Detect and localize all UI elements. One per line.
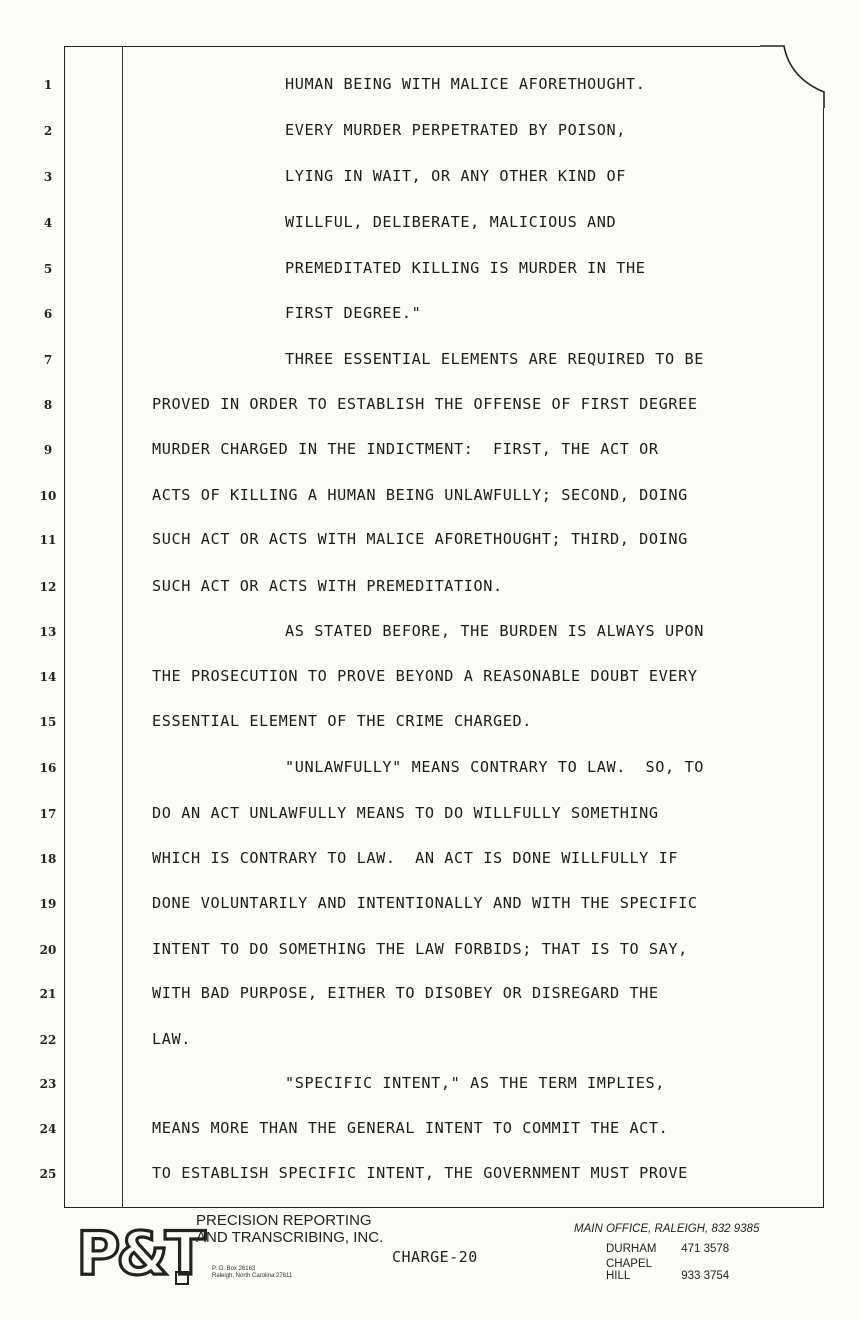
page-corner-curl bbox=[760, 38, 830, 108]
transcript-line: WHICH IS CONTRARY TO LAW. AN ACT IS DONE WILLFULLY IF bbox=[152, 849, 679, 867]
transcript-line: MEANS MORE THAN THE GENERAL INTENT TO COMMIT THE ACT. bbox=[152, 1119, 669, 1137]
line-number: 13 bbox=[39, 625, 57, 639]
transcript-line: FIRST DEGREE." bbox=[285, 304, 422, 322]
line-number: 20 bbox=[39, 943, 57, 957]
transcript-line: WITH BAD PURPOSE, EITHER TO DISOBEY OR DISREGARD THE bbox=[152, 984, 659, 1002]
address-line2: Raleigh, North Carolina 27611 bbox=[212, 1273, 293, 1279]
transcript-line: PROVED IN ORDER TO ESTABLISH THE OFFENSE OF FIRST DEGREE bbox=[152, 395, 698, 413]
durham-label: DURHAM bbox=[606, 1243, 657, 1255]
chapel-hill-label: CHAPEL HILL bbox=[606, 1258, 652, 1282]
transcript-line: ESSENTIAL ELEMENT OF THE CRIME CHARGED. bbox=[152, 712, 533, 730]
line-number: 25 bbox=[39, 1167, 57, 1181]
transcript-line: SUCH ACT OR ACTS WITH MALICE AFORETHOUGHT; THIRD, DOING bbox=[152, 530, 688, 548]
line-number: 7 bbox=[43, 353, 53, 367]
line-number: 3 bbox=[43, 170, 53, 184]
transcript-line: THREE ESSENTIAL ELEMENTS ARE REQUIRED TO BE bbox=[285, 350, 704, 368]
line-number: 18 bbox=[39, 852, 57, 866]
transcript-line: HUMAN BEING WITH MALICE AFORETHOUGHT. bbox=[285, 75, 646, 93]
company-name-line2: AND TRANSCRIBING, INC. bbox=[196, 1229, 384, 1246]
line-number: 5 bbox=[43, 262, 53, 276]
line-number: 24 bbox=[39, 1122, 57, 1136]
line-number: 11 bbox=[39, 533, 57, 547]
main-office: MAIN OFFICE, RALEIGH, 832 9385 bbox=[574, 1223, 760, 1235]
line-number: 6 bbox=[43, 307, 53, 321]
line-number: 9 bbox=[43, 443, 53, 457]
company-address bbox=[212, 1266, 292, 1280]
transcript-line: WILLFUL, DELIBERATE, MALICIOUS AND bbox=[285, 213, 617, 231]
left-margin-rule bbox=[122, 46, 123, 1208]
durham-office bbox=[606, 1243, 729, 1255]
transcript-line: DONE VOLUNTARILY AND INTENTIONALLY AND WITH THE SPECIFIC bbox=[152, 894, 698, 912]
company-name bbox=[196, 1212, 383, 1246]
line-number: 4 bbox=[43, 216, 53, 230]
chapel-hill-phone: 933 3754 bbox=[681, 1270, 730, 1282]
transcript-line: MURDER CHARGED IN THE INDICTMENT: FIRST, THE ACT OR bbox=[152, 440, 659, 458]
line-number: 21 bbox=[39, 987, 57, 1001]
transcript-line: ACTS OF KILLING A HUMAN BEING UNLAWFULLY; SECOND, DOING bbox=[152, 486, 688, 504]
transcript-line: "UNLAWFULLY" MEANS CONTRARY TO LAW. SO, TO bbox=[285, 758, 704, 776]
transcript-line: TO ESTABLISH SPECIFIC INTENT, THE GOVERNMENT MUST PROVE bbox=[152, 1164, 688, 1182]
transcript-line: "SPECIFIC INTENT," AS THE TERM IMPLIES, bbox=[285, 1074, 666, 1092]
transcript-line: PREMEDITATED KILLING IS MURDER IN THE bbox=[285, 259, 646, 277]
line-number: 10 bbox=[39, 489, 57, 503]
address-line1: P. O. Box 26163 bbox=[212, 1266, 256, 1272]
line-number: 22 bbox=[39, 1033, 57, 1047]
line-number: 1 bbox=[43, 78, 53, 92]
line-number: 8 bbox=[43, 398, 53, 412]
line-number: 12 bbox=[39, 580, 57, 594]
transcript-line: THE PROSECUTION TO PROVE BEYOND A REASONABLE DOUBT EVERY bbox=[152, 667, 698, 685]
transcript-line: DO AN ACT UNLAWFULLY MEANS TO DO WILLFULLY SOMETHING bbox=[152, 804, 659, 822]
line-number: 15 bbox=[39, 715, 57, 729]
company-name-line1: PRECISION REPORTING bbox=[196, 1212, 372, 1229]
line-number: 16 bbox=[39, 761, 57, 775]
line-number: 14 bbox=[39, 670, 57, 684]
transcript-line: LAW. bbox=[152, 1030, 191, 1048]
transcript-line: AS STATED BEFORE, THE BURDEN IS ALWAYS UPON bbox=[285, 622, 704, 640]
page-identifier: CHARGE-20 bbox=[392, 1248, 478, 1266]
line-number: 17 bbox=[39, 807, 57, 821]
transcript-line: SUCH ACT OR ACTS WITH PREMEDITATION. bbox=[152, 577, 503, 595]
durham-phone: 471 3578 bbox=[681, 1243, 730, 1255]
line-number: 23 bbox=[39, 1077, 57, 1091]
line-number: 2 bbox=[43, 124, 53, 138]
line-number: 19 bbox=[39, 897, 57, 911]
company-logo-text: P&T bbox=[76, 1219, 202, 1289]
company-logo bbox=[76, 1212, 202, 1289]
transcript-line: EVERY MURDER PERPETRATED BY POISON, bbox=[285, 121, 627, 139]
transcript-line: INTENT TO DO SOMETHING THE LAW FORBIDS; THAT IS TO SAY, bbox=[152, 940, 688, 958]
transcript-line: LYING IN WAIT, OR ANY OTHER KIND OF bbox=[285, 167, 627, 185]
chapel-hill-office bbox=[606, 1258, 729, 1282]
